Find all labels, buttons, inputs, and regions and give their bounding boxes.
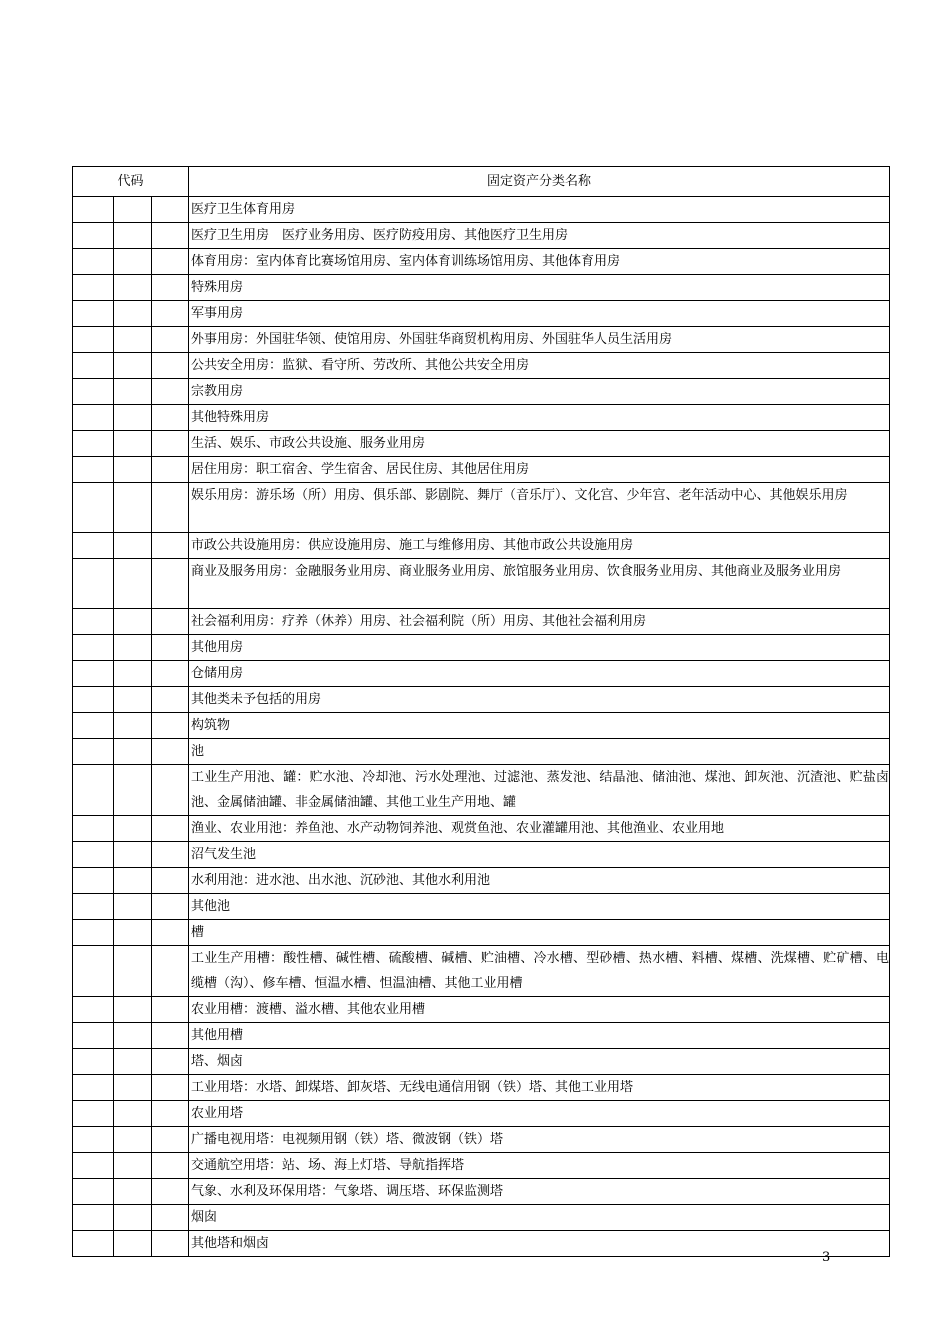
category-name-cell: 槽 <box>189 920 890 946</box>
table-row <box>73 661 890 687</box>
code-cell <box>73 920 114 946</box>
category-name-cell: 其他特殊用房 <box>189 405 890 431</box>
table-row <box>73 197 890 223</box>
category-name-cell: 外事用房：外国驻华领、使馆用房、外国驻华商贸机构用房、外国驻华人员生活用房 <box>189 327 890 353</box>
code-cell <box>152 635 189 661</box>
code-cell <box>152 1205 189 1231</box>
category-name-cell: 渔业、农业用池：养鱼池、水产动物饲养池、观赏鱼池、农业灌罐用池、其他渔业、农业用地 <box>189 816 890 842</box>
table-header-row <box>73 167 890 197</box>
code-cell <box>73 301 114 327</box>
code-cell <box>114 483 152 533</box>
table-row <box>73 687 890 713</box>
table-row <box>73 431 890 457</box>
code-cell <box>73 765 114 816</box>
code-cell <box>73 868 114 894</box>
category-name-cell: 其他用槽 <box>189 1023 890 1049</box>
code-cell <box>73 1205 114 1231</box>
code-cell <box>152 559 189 609</box>
code-cell <box>114 275 152 301</box>
code-cell <box>114 1179 152 1205</box>
category-name-cell: 气象、水利及环保用塔：气象塔、调压塔、环保监测塔 <box>189 1179 890 1205</box>
code-cell <box>114 197 152 223</box>
table-row <box>73 868 890 894</box>
category-name-cell: 医疗卫生用房 医疗业务用房、医疗防疫用房、其他医疗卫生用房 <box>189 223 890 249</box>
code-cell <box>114 842 152 868</box>
code-cell <box>73 249 114 275</box>
code-cell <box>114 405 152 431</box>
table-row <box>73 1179 890 1205</box>
table-row <box>73 1049 890 1075</box>
code-cell <box>73 1075 114 1101</box>
code-cell <box>152 1231 189 1257</box>
table-row <box>73 1075 890 1101</box>
category-name-cell: 公共安全用房：监狱、看守所、劳改所、其他公共安全用房 <box>189 353 890 379</box>
code-cell <box>73 275 114 301</box>
code-cell <box>114 739 152 765</box>
table-row <box>73 842 890 868</box>
code-cell <box>152 1049 189 1075</box>
category-name-cell: 农业用塔 <box>189 1101 890 1127</box>
table-row <box>73 609 890 635</box>
code-cell <box>152 713 189 739</box>
code-cell <box>73 997 114 1023</box>
category-name-cell: 工业生产用槽：酸性槽、碱性槽、硫酸槽、碱槽、贮油槽、冷水槽、型砂槽、热水槽、料槽、煤槽、洗煤槽、贮矿槽、电缆槽（沟）、修车槽、恒温水槽、怛温油槽、其他工业用槽 <box>189 946 890 997</box>
code-cell <box>114 816 152 842</box>
code-cell <box>114 609 152 635</box>
code-cell <box>152 327 189 353</box>
code-cell <box>152 765 189 816</box>
code-cell <box>152 946 189 997</box>
code-cell <box>114 431 152 457</box>
category-name-cell: 商业及服务用房：金融服务业用房、商业服务业用房、旅馆服务业用房、饮食服务业用房、其他商业及服务业用房 <box>189 559 890 609</box>
code-column-header: 代码 <box>73 167 189 197</box>
table-row <box>73 223 890 249</box>
code-cell <box>114 1127 152 1153</box>
code-cell <box>152 353 189 379</box>
code-cell <box>114 894 152 920</box>
code-cell <box>114 946 152 997</box>
code-cell <box>114 661 152 687</box>
code-cell <box>152 197 189 223</box>
code-cell <box>152 483 189 533</box>
code-cell <box>114 635 152 661</box>
table-row <box>73 765 890 816</box>
table-row <box>73 920 890 946</box>
table-row <box>73 894 890 920</box>
table-row <box>73 275 890 301</box>
code-cell <box>114 1231 152 1257</box>
code-cell <box>114 353 152 379</box>
table-row <box>73 997 890 1023</box>
code-cell <box>152 431 189 457</box>
code-cell <box>152 379 189 405</box>
code-cell <box>152 920 189 946</box>
code-cell <box>114 533 152 559</box>
code-cell <box>114 1101 152 1127</box>
code-cell <box>152 816 189 842</box>
code-cell <box>114 559 152 609</box>
code-cell <box>152 405 189 431</box>
code-cell <box>73 1101 114 1127</box>
table-row <box>73 249 890 275</box>
table-row <box>73 483 890 533</box>
code-cell <box>152 868 189 894</box>
code-cell <box>73 197 114 223</box>
code-cell <box>152 1023 189 1049</box>
table-row <box>73 1023 890 1049</box>
code-cell <box>73 687 114 713</box>
category-name-cell: 其他塔和烟卤 <box>189 1231 890 1257</box>
code-cell <box>73 1153 114 1179</box>
code-cell <box>73 661 114 687</box>
code-cell <box>73 559 114 609</box>
code-cell <box>114 327 152 353</box>
code-cell <box>152 842 189 868</box>
category-name-cell: 医疗卫生体育用房 <box>189 197 890 223</box>
table-row <box>73 533 890 559</box>
table-row <box>73 1127 890 1153</box>
category-name-cell: 娱乐用房：游乐场（所）用房、俱乐部、影剧院、舞厅（音乐厅）、文化宫、少年宫、老年活动中心、其他娱乐用房 <box>189 483 890 533</box>
name-column-header: 固定资产分类名称 <box>189 167 890 197</box>
category-name-cell: 生活、娱乐、市政公共设施、服务业用房 <box>189 431 890 457</box>
code-cell <box>152 1075 189 1101</box>
table-row <box>73 1101 890 1127</box>
code-cell <box>73 405 114 431</box>
category-name-cell: 交通航空用塔：站、场、海上灯塔、导航指挥塔 <box>189 1153 890 1179</box>
table-row <box>73 816 890 842</box>
category-name-cell: 其他池 <box>189 894 890 920</box>
category-name-cell: 其他类未予包括的用房 <box>189 687 890 713</box>
category-name-cell: 构筑物 <box>189 713 890 739</box>
table-row <box>73 405 890 431</box>
category-name-cell: 广播电视用塔：电视频用钢（铁）塔、微波钢（铁）塔 <box>189 1127 890 1153</box>
code-cell <box>152 739 189 765</box>
table-row <box>73 1153 890 1179</box>
category-name-cell: 社会福利用房：疗养（休养）用房、社会福利院（所）用房、其他社会福利用房 <box>189 609 890 635</box>
table-row <box>73 559 890 609</box>
table-row <box>73 1205 890 1231</box>
code-cell <box>152 894 189 920</box>
table-row <box>73 713 890 739</box>
code-cell <box>152 223 189 249</box>
code-cell <box>73 946 114 997</box>
code-cell <box>114 920 152 946</box>
code-cell <box>73 327 114 353</box>
code-cell <box>73 635 114 661</box>
code-cell <box>73 1127 114 1153</box>
code-cell <box>73 379 114 405</box>
table-row <box>73 457 890 483</box>
code-cell <box>73 1179 114 1205</box>
code-cell <box>114 301 152 327</box>
code-cell <box>114 713 152 739</box>
code-cell <box>152 533 189 559</box>
code-cell <box>152 275 189 301</box>
code-cell <box>152 609 189 635</box>
code-cell <box>114 249 152 275</box>
code-cell <box>73 894 114 920</box>
code-cell <box>73 739 114 765</box>
code-cell <box>152 1101 189 1127</box>
table-row <box>73 301 890 327</box>
code-cell <box>73 431 114 457</box>
category-name-cell: 居住用房：职工宿舍、学生宿舍、居民住房、其他居住用房 <box>189 457 890 483</box>
code-cell <box>73 842 114 868</box>
code-cell <box>114 1023 152 1049</box>
code-cell <box>152 1127 189 1153</box>
category-name-cell: 工业用塔：水塔、卸煤塔、卸灰塔、无线电通信用钢（铁）塔、其他工业用塔 <box>189 1075 890 1101</box>
table-row <box>73 635 890 661</box>
category-name-cell: 宗教用房 <box>189 379 890 405</box>
category-name-cell: 烟囱 <box>189 1205 890 1231</box>
code-cell <box>114 1049 152 1075</box>
code-cell <box>114 223 152 249</box>
code-cell <box>73 457 114 483</box>
code-cell <box>114 997 152 1023</box>
asset-classification-table <box>72 166 890 1257</box>
code-cell <box>73 609 114 635</box>
code-cell <box>152 1179 189 1205</box>
code-cell <box>73 1231 114 1257</box>
category-name-cell: 体育用房：室内体育比赛场馆用房、室内体育训练场馆用房、其他体育用房 <box>189 249 890 275</box>
code-cell <box>114 379 152 405</box>
category-name-cell: 军事用房 <box>189 301 890 327</box>
code-cell <box>73 713 114 739</box>
code-cell <box>73 533 114 559</box>
code-cell <box>73 1023 114 1049</box>
code-cell <box>114 457 152 483</box>
category-name-cell: 池 <box>189 739 890 765</box>
table-row <box>73 379 890 405</box>
code-cell <box>152 301 189 327</box>
category-name-cell: 塔、烟卤 <box>189 1049 890 1075</box>
category-name-cell: 特殊用房 <box>189 275 890 301</box>
code-cell <box>152 1153 189 1179</box>
category-name-cell: 市政公共设施用房：供应设施用房、施工与维修用房、其他市政公共设施用房 <box>189 533 890 559</box>
code-cell <box>114 1153 152 1179</box>
table-row <box>73 327 890 353</box>
page-number: 3 <box>822 1250 831 1265</box>
code-cell <box>73 483 114 533</box>
code-cell <box>152 687 189 713</box>
category-name-cell: 农业用槽：渡槽、溢水槽、其他农业用槽 <box>189 997 890 1023</box>
code-cell <box>152 997 189 1023</box>
code-cell <box>114 687 152 713</box>
table-row <box>73 353 890 379</box>
code-cell <box>114 1075 152 1101</box>
category-name-cell: 水利用池：进水池、出水池、沉砂池、其他水利用池 <box>189 868 890 894</box>
code-cell <box>152 457 189 483</box>
table-row <box>73 946 890 997</box>
code-cell <box>114 1205 152 1231</box>
code-cell <box>73 223 114 249</box>
table-row <box>73 739 890 765</box>
code-cell <box>73 816 114 842</box>
category-name-cell: 仓储用房 <box>189 661 890 687</box>
code-cell <box>73 353 114 379</box>
code-cell <box>114 868 152 894</box>
category-name-cell: 其他用房 <box>189 635 890 661</box>
code-cell <box>114 765 152 816</box>
code-cell <box>152 249 189 275</box>
code-cell <box>152 661 189 687</box>
table-row <box>73 1231 890 1257</box>
category-name-cell: 工业生产用池、罐：贮水池、冷却池、污水处理池、过滤池、蒸发池、结晶池、储油池、煤池、卸灰池、沉渣池、贮盐卤池、金属储油罐、非金属储油罐、其他工业生产用地、罐 <box>189 765 890 816</box>
category-name-cell: 沼气发生池 <box>189 842 890 868</box>
code-cell <box>73 1049 114 1075</box>
